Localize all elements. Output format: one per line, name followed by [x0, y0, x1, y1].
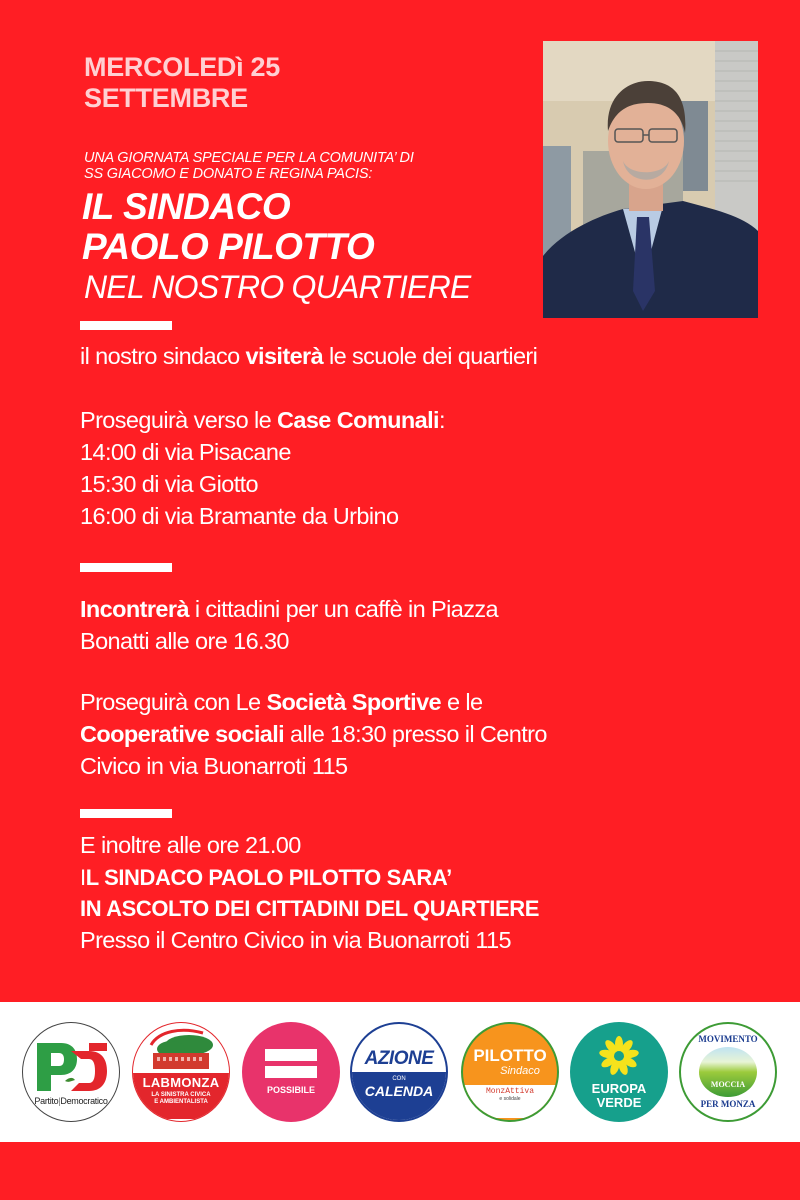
text-segment: I	[80, 864, 86, 890]
moccia-arc-bottom: PER MONZA	[700, 1099, 756, 1109]
azione-title	[365, 1049, 434, 1068]
evening-cta-line-1	[80, 862, 539, 894]
text-segment: il nostro sindaco	[80, 343, 246, 369]
moccia-hills-icon	[699, 1047, 757, 1097]
event-tagline: NEL NOSTRO QUARTIERE	[84, 269, 471, 305]
text-bold-case-comunali: Case Comunali	[277, 407, 439, 433]
moccia-center: MOCCIA	[710, 1080, 746, 1089]
case-comunali-intro	[80, 404, 445, 436]
date-line-1: MERCOLEDì 25	[84, 52, 280, 82]
azione-top	[365, 1024, 434, 1072]
text-segment: i cittadini per un caffè in Piazza	[188, 596, 498, 622]
sports-coop-block	[80, 686, 547, 782]
sports-line-2	[80, 718, 547, 750]
pilotto-title: PILOTTO	[473, 1045, 547, 1065]
section-divider-3	[80, 809, 172, 818]
schedule-item: 15:30 di via Giotto	[80, 471, 259, 497]
date-line-2: SETTEMBRE	[84, 83, 248, 113]
labmonza-title: LABMONZA	[142, 1075, 220, 1090]
section-divider-1	[80, 321, 172, 330]
logo-europa-verde	[570, 1022, 668, 1122]
equals-bar-top-icon	[265, 1049, 317, 1061]
evening-time-line: E inoltre alle ore 21.00	[80, 832, 301, 858]
logo-azione-calenda	[350, 1022, 448, 1122]
visit-schools-line	[80, 340, 537, 372]
text-bold-incontrera: Incontrerà	[80, 596, 189, 622]
evening-cta-line-2: IN ASCOLTO DEI CITTADINI DEL QUARTIERE	[80, 896, 540, 921]
sunflower-icon	[594, 1036, 644, 1078]
case-comunali-block	[80, 404, 445, 532]
evening-location-line: Presso il Centro Civico in via Buonarroti 115	[80, 926, 512, 953]
text-segment: e le	[441, 689, 483, 715]
text-bold-visitera: visiterà	[245, 343, 324, 369]
labmonza-building-icon	[141, 1027, 221, 1073]
schedule-item: 16:00 di via Bramante da Urbino	[80, 503, 399, 529]
text-segment: :	[438, 407, 445, 433]
logo-movimento-per-monza	[679, 1022, 777, 1122]
event-date	[84, 52, 280, 114]
europa-title-1: EUROPA	[591, 1080, 647, 1096]
pilotto-caption-small: e solidale	[499, 1095, 521, 1102]
labmonza-caption-2: E AMBIENTALISTA	[154, 1099, 208, 1105]
schedule-item: 14:00 di via Pisacane	[80, 439, 291, 465]
evening-listening-block	[80, 830, 539, 956]
azione-word: AZIONE	[364, 1048, 434, 1069]
europa-title-2: VERDE	[596, 1094, 642, 1110]
title-line-1: IL SINDACO	[82, 186, 291, 227]
text-segment: Proseguirà verso le	[80, 407, 277, 433]
logo-labmonza	[132, 1022, 230, 1122]
subhead-line-1: UNA GIORNATA SPECIALE PER LA COMUNITA’ DI	[84, 150, 414, 166]
text-segment: Proseguirà con Le	[80, 689, 267, 715]
text-segment: le scuole dei quartieri	[323, 343, 538, 369]
possibile-caption: POSSIBILE	[266, 1085, 315, 1095]
coffee-meeting-block	[80, 593, 498, 657]
section-divider-2	[80, 563, 172, 572]
text-bold-cooperative-sociali: Cooperative sociali	[80, 721, 285, 747]
subhead-line-2: SS GIACOMO E DONATO E REGINA PACIS:	[84, 166, 373, 182]
text-segment: alle 18:30 presso il Centro	[284, 721, 547, 747]
pd-caption-right: Democratico	[60, 1095, 108, 1106]
azione-con: CON	[392, 1076, 406, 1082]
pilotto-caption: MonzAttiva	[485, 1086, 534, 1096]
text-bold-societa-sportive: Società Sportive	[266, 689, 442, 715]
pd-mark-icon	[31, 1039, 111, 1095]
moccia-arc-top: MOVIMENTO	[698, 1034, 758, 1044]
event-subheading	[84, 150, 414, 182]
pilotto-subtitle: Sindaco	[500, 1064, 540, 1077]
sports-line-3: Civico in via Buonarroti 115	[80, 753, 348, 779]
sports-line-1	[80, 686, 547, 718]
mayor-portrait-photo	[543, 41, 758, 318]
coffee-line-1	[80, 593, 498, 625]
event-title	[82, 187, 374, 267]
pd-caption-left: Partito	[34, 1095, 59, 1106]
title-line-2: PAOLO PILOTTO	[82, 226, 375, 267]
azione-calenda: CALENDA	[364, 1083, 434, 1099]
labmonza-caption-1: LA SINISTRA CIVICA	[151, 1092, 211, 1098]
portrait-illustration	[543, 41, 758, 318]
logo-partito-democratico: Partito|Democratico	[22, 1022, 120, 1122]
equals-bar-bottom-icon	[265, 1066, 317, 1078]
logo-possibile	[242, 1022, 340, 1122]
logo-pilotto-sindaco	[461, 1022, 559, 1122]
text-segment: L SINDACO PAOLO PILOTTO SARA’	[85, 864, 452, 890]
coffee-line-2: Bonatti alle ore 16.30	[80, 628, 289, 654]
